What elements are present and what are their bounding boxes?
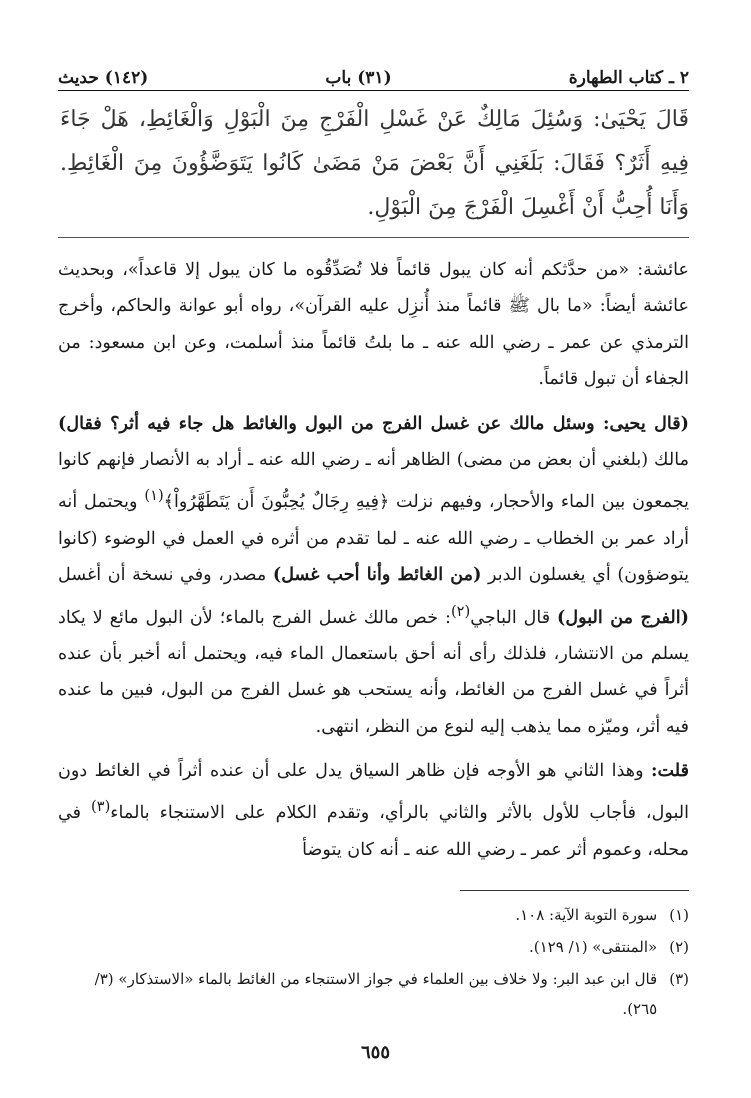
footnote-number: (٣) [669,970,689,988]
page-number: ٦٥٥ [360,1042,390,1063]
commentary-text: مصدر، وفي نسخة أن أغسل [58,565,273,586]
commentary-text: وهذا الثاني هو الأوجه فإن ظاهر السياق يدل على أن عنده أثراً في الغائط دون البول، فأجاب للأول بالأثر والثاني بالرأي، وتقدم الكلام على الاستنجاء بالماء [58,761,689,824]
commentary-paragraph-3 [58,753,689,868]
commentary-text: مالك (بلغني أن بعض من مضى) الظاهر أنه ـ رضي الله عنه ـ أراد به الأنصار فإنهم كانوا يجمعون بين الماء والأحجار، وفيهم نزلت ﴿فِيهِ رِجَالٌ يُحِبُّونَ أَن يَتَطَهَّرُواْ﴾ [58,450,689,513]
commentary-text: : خص مالك غسل الفرج بالماء؛ لأن البول مائع لا يكاد يسلم من الانتشار، فلذلك رأى أنه أحق باستعمال الماء فيه، ويحتمل أنه أخبر بأن عنده أثراً في غسل الفرج من الغائط، وأنه يستحب هو غسل الفرج من البول، فبين ما عنده فيه أثر، وميّزه مما يذهب إليه لنوع من النظر، انتهى. [58,607,689,737]
footnote-number: (٢) [669,938,689,956]
footnote-ref-1[interactable]: (١) [144,487,164,505]
footnote-text: «المنتقى» (١/ ١٢٩). [529,938,658,956]
hadith-text-block [60,98,689,230]
commentary-block [58,252,689,876]
footnote-item [58,932,689,962]
footnote-text: سورة التوبة الآية: ١٠٨. [515,906,658,924]
header-book-title: ٢ ـ كتاب الطهارة [568,68,689,88]
quoted-matn: (قال يحيى: وسئل مالك عن غسل الفرج من البول والغائط هل جاء فيه أثر؟ فقال) [58,412,689,434]
header-divider [58,90,689,91]
footnote-ref-2[interactable]: (٢) [450,602,471,620]
commentary-text: في محله، وعموم أثر عمر ـ رضي الله عنه ـ أنه كان يتوضأ [58,803,689,860]
hadith-text: قَالَ يَحْيَىٰ: وَسُئِلَ مَالِكٌ عَنْ غَسْلِ الْفَرْجِ مِنَ الْبَوْلِ وَالْغَائِطِ، هَلْ جَاءَ فِيهِ أَثَرٌ؟ فَقَالَ: بَلَغَنِي أَنَّ بَعْضَ مَنْ مَضَىٰ كَانُوا يَتَوَضَّؤُونَ مِنَ الْغَائِطِ. وَأَنَا أُحِبُّ أَنْ أَغْسِلَ الْفَرْجَ مِنَ الْبَوْلِ. [60,107,689,220]
header-chapter: (٣١) باب [325,68,392,88]
quoted-matn: (الفرج من البول) [557,606,689,628]
footnote-divider [460,890,689,891]
running-header [58,60,689,88]
commentary-paragraph-2 [58,406,689,745]
footnote-item [58,964,689,1024]
commentary-paragraph-1: عائشة: «من حدَّثكم أنه كان يبول قائماً فلا تُصَدِّقُوه ما كان يبول إلا قاعداً»، وبحديث عائشة أيضاً: «ما بال ﷺ قائماً منذ أُنزِل عليه القرآن»، رواه أبو عوانة والحاكم، وأخرج الترمذي عن عمر ـ رضي الله عنه ـ ما بلتُ قائماً منذ أسلمت، وعن ابن مسعود: من الجفاء أن تبول قائماً. [58,260,689,390]
commentary-text: ويحتمل أنه أراد عمر بن الخطاب ـ رضي الله عنه ـ لما تقدم من أثره في العمل في الوضوء (كانوا يتوضؤون) أي يغسلون الدبر [58,492,689,586]
footnote-item [58,900,689,930]
section-divider [58,237,689,238]
footnote-number: (١) [669,906,689,924]
qultu-label: قلت: [650,760,689,781]
quoted-matn: (من الغائط وأنا أحب غسل) [272,564,482,586]
footnotes-block [58,900,689,1026]
footnote-text: قال ابن عبد البر: ولا خلاف بين العلماء في جواز الاستنجاء من الغائط بالماء «الاستذكار» (٣/ ٢٦٥). [94,970,658,1018]
header-hadith-number: (١٤٢) حديث [58,68,149,88]
commentary-text: قال الباجي [470,607,558,628]
footnote-ref-3[interactable]: (٣) [90,798,111,816]
